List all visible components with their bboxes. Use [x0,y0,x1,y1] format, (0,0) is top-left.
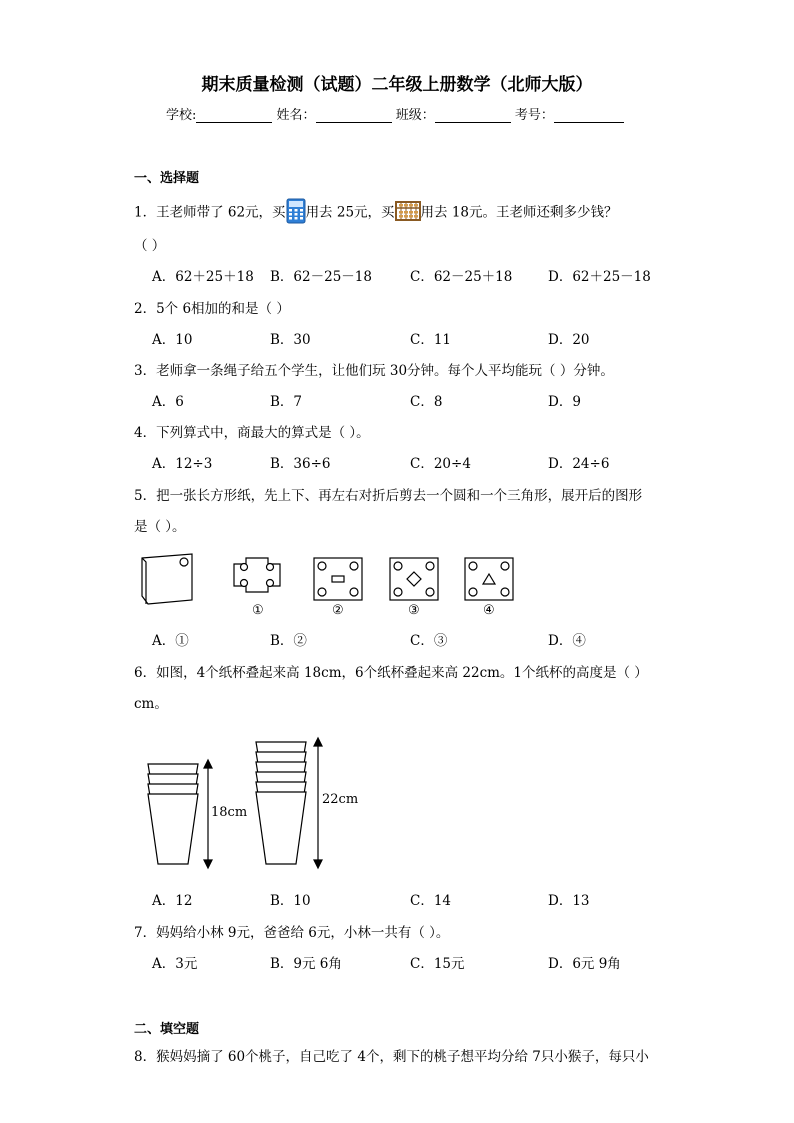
q5-option-b[interactable]: B．② [270,633,307,649]
arrow-22cm [314,738,322,868]
q6-option-d[interactable]: D．13 [548,893,590,909]
q1-option-d[interactable]: D．62＋25－18 [548,269,651,285]
q1-text-part2: 用去 25元，买 [305,204,395,221]
figure-label-1: ① [252,603,264,618]
q6-option-b[interactable]: B．10 [270,893,311,909]
question-7: 7．妈妈给小林 9元，爸爸给 6元，小林一共有（ ）。 [134,925,450,941]
figure-3-option [390,558,438,600]
question-6-line2: cm。 [134,696,168,712]
q3-option-c[interactable]: C．8 [410,394,443,410]
q5-option-a[interactable]: A．① [152,633,189,649]
q3-option-d[interactable]: D．9 [548,394,581,410]
q2-option-a[interactable]: A．10 [152,332,193,348]
figure-4-option [465,558,513,600]
q1-answer-bracket: （ ） [134,238,166,254]
student-info-line [166,104,624,123]
number-label: 考号： [514,108,554,123]
page-title: 期末质量检测（试题）二年级上册数学（北师大版） [201,75,593,95]
q1-option-c[interactable]: C．62－25＋18 [410,269,513,285]
question-8: 8．猴妈妈摘了 60个桃子，自己吃了 4个，剩下的桃子想平均分给 7只小猴子，每只小 [134,1049,649,1065]
q3-option-b[interactable]: B．7 [270,394,303,410]
q6-option-a[interactable]: A．12 [152,893,193,909]
class-label: 班级： [395,108,435,123]
q2-option-d[interactable]: D．20 [548,332,590,348]
question-6-line1: 6．如图，4个纸杯叠起来高 18cm，6个纸杯叠起来高 22cm。1个纸杯的高度是（ ） [134,665,648,681]
q4-option-a[interactable]: A．12÷3 [152,456,213,472]
abacus-icon [395,201,421,225]
section-heading-choice: 一、选择题 [134,171,200,186]
question-4: 4．下列算式中，商最大的算式是（ ）。 [134,425,370,441]
folded-paper-figure [142,554,192,604]
name-label: 姓名： [276,108,316,123]
figure-label-4: ④ [483,603,495,618]
label-18cm: 18cm [211,805,248,820]
q2-option-b[interactable]: B．30 [270,332,311,348]
label-22cm: 22cm [322,792,359,807]
q1-text-part3: 用去 18元。王老师还剩多少钱？ [420,204,618,221]
q7-option-b[interactable]: B．9元 6角 [270,956,342,972]
q4-option-c[interactable]: C．20÷4 [410,456,471,472]
q1-option-b[interactable]: B．62－25－18 [270,269,372,285]
q4-option-d[interactable]: D．24÷6 [548,456,610,472]
calculator-icon [286,198,306,228]
q3-option-a[interactable]: A．6 [152,394,184,410]
question-3: 3．老师拿一条绳子给五个学生，让他们玩 30分钟。每个人平均能玩（ ）分钟。 [134,363,614,379]
question-5-line2: 是（ ）。 [134,519,186,535]
q6-cups-figure [140,736,340,870]
school-label: 学校: [166,108,197,123]
figure-label-2: ② [332,603,344,618]
q7-option-d[interactable]: D．6元 9角 [548,956,621,972]
class-blank[interactable] [435,108,511,123]
q6-option-c[interactable]: C．14 [410,893,452,909]
q2-option-c[interactable]: C．11 [410,332,452,348]
figure-label-3: ③ [408,603,420,618]
question-1 [134,198,618,228]
q7-option-a[interactable]: A．3元 [152,956,198,972]
q7-option-c[interactable]: C．15元 [410,956,465,972]
q1-text-part1: 1．王老师带了 62元，买 [134,204,286,221]
number-blank[interactable] [554,108,624,123]
cup-stack-4 [148,764,198,864]
q1-option-a[interactable]: A．62＋25＋18 [152,269,254,285]
question-2: 2．5个 6相加的和是（ ） [134,301,290,317]
q4-option-b[interactable]: B．36÷6 [270,456,331,472]
figure-1-option [234,558,280,592]
cup-stack-6 [256,742,306,864]
school-blank[interactable] [196,108,272,123]
q5-option-c[interactable]: C．③ [410,633,448,649]
section-heading-fill: 二、填空题 [134,1022,200,1037]
q5-option-d[interactable]: D．④ [548,633,586,649]
question-5-line1: 5．把一张长方形纸，先上下、再左右对折后剪去一个圆和一个三角形，展开后的图形 [134,488,643,504]
name-blank[interactable] [316,108,392,123]
figure-2-option [314,558,362,600]
